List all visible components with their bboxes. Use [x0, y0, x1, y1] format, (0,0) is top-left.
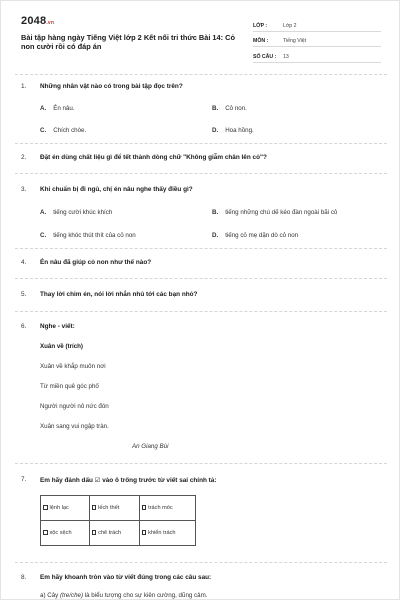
grid-cell[interactable]: chê trách — [89, 521, 139, 546]
option-d[interactable]: D. Hoa hồng. — [212, 127, 254, 134]
meta-label: MÔN : — [253, 38, 269, 44]
meta-row-count — [253, 47, 381, 63]
meta-row-subject — [253, 32, 381, 48]
sentence-a: a) Cây (tre/che) là biểu tượng cho sự kiên cường, dũng cảm. — [40, 592, 208, 599]
checkbox-icon[interactable] — [43, 530, 48, 535]
grid-row — [41, 496, 196, 521]
poem-title: Xuân về (trích) — [40, 343, 83, 350]
grid-cell[interactable]: xộc xệch — [41, 521, 90, 546]
question-number: 7. — [21, 476, 27, 483]
meta-info — [253, 16, 381, 63]
meta-value: 13 — [283, 53, 289, 60]
divider — [15, 311, 387, 312]
question-stem: Thay lời chim én, nói lời nhắn nhủ tới các bạn nhỏ? — [40, 291, 198, 298]
checkbox-icon[interactable] — [142, 530, 147, 535]
poem-line: Xuân về khắp muôn nơi — [40, 363, 106, 370]
divider — [15, 278, 387, 279]
option-b[interactable]: B. tiếng những chú dế kéo đàn ngoài bãi cỏ — [212, 209, 338, 216]
option-a[interactable]: A. tiếng cười khúc khích — [40, 209, 113, 216]
question-number: 5. — [21, 291, 27, 298]
divider — [15, 248, 387, 249]
meta-value: Tiếng Việt — [283, 38, 307, 44]
question-number: 3. — [21, 186, 27, 193]
question-stem: Khi chuẩn bị đi ngủ, chị én nâu nghe thấy điều gì? — [40, 186, 193, 193]
divider — [15, 562, 387, 563]
question-stem: Em hãy khoanh tròn vào từ viết đúng trong các câu sau: — [40, 574, 212, 581]
question-stem: Đặt én dùng chất liệu gì để tết thành dòng chữ "Không giẫm chân lên cỏ"? — [40, 154, 267, 161]
question-stem: Những nhân vật nào có trong bài tập đọc trên? — [40, 83, 183, 90]
grid-cell[interactable]: khiển trách — [139, 521, 195, 546]
question-number: 8. — [21, 574, 27, 581]
grid-cell[interactable]: lệnh lạc — [41, 496, 90, 521]
grid-cell[interactable]: lếch thết — [89, 496, 139, 521]
option-c[interactable]: C. Chích chòe. — [40, 127, 87, 134]
poem-line: Người người nô nức đón — [40, 403, 109, 410]
spelling-grid — [40, 495, 196, 546]
divider — [15, 74, 387, 75]
divider — [15, 173, 387, 174]
divider — [15, 463, 387, 464]
checkbox-icon[interactable] — [92, 505, 97, 510]
question-number: 4. — [21, 259, 27, 266]
question-stem: Em hãy đánh dấu ☑ vào ô trống trước từ viết sai chính tả: — [40, 477, 217, 484]
question-number: 1. — [21, 83, 27, 90]
checkbox-icon[interactable] — [142, 505, 147, 510]
site-logo[interactable]: 2048.vn — [21, 15, 55, 27]
checkbox-icon[interactable] — [92, 530, 97, 535]
poem-line: Xuân sang vui ngập tràn. — [40, 423, 109, 430]
divider — [15, 143, 387, 144]
meta-label: SỐ CÂU : — [253, 53, 277, 60]
meta-value: Lớp 2 — [283, 22, 297, 29]
question-stem: Én nâu đã giúp cỏ non như thế nào? — [40, 259, 152, 266]
option-a[interactable]: A. Én nâu. — [40, 105, 75, 112]
document-title: Bài tập hàng ngày Tiếng Việt lớp 2 Kết nối tri thức Bài 14: Cỏ non cười rồi có đáp án — [21, 33, 236, 52]
question-stem: Nghe - viết: — [40, 323, 75, 330]
question-number: 2. — [21, 154, 27, 161]
word-choice[interactable]: (tre/che) — [59, 592, 84, 599]
meta-label: LỚP : — [253, 22, 268, 29]
question-number: 6. — [21, 323, 27, 330]
option-b[interactable]: B. Cỏ non. — [212, 105, 247, 112]
option-c[interactable]: C. tiếng khóc thút thít của cỏ non — [40, 232, 136, 239]
grid-cell[interactable]: trách móc — [139, 496, 195, 521]
poem-line: Từ miền quê góc phố — [40, 383, 99, 390]
header — [1, 1, 400, 73]
grid-row — [41, 521, 196, 546]
checkbox-icon[interactable] — [43, 505, 48, 510]
option-d[interactable]: D. tiếng cỏ mẹ dặn dò cỏ non — [212, 232, 299, 239]
poem-author: An Giang Bùi — [132, 443, 169, 450]
meta-row-grade — [253, 16, 381, 32]
